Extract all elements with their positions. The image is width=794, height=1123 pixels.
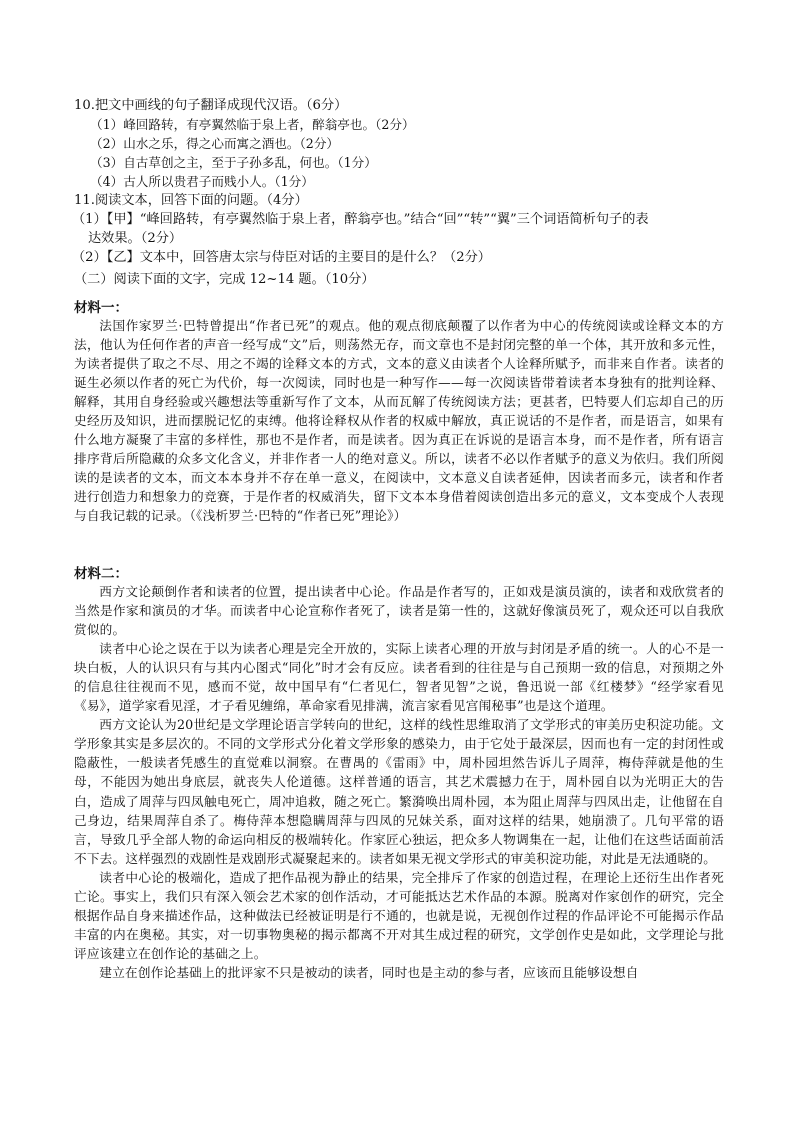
- question-10-item: （2）山水之乐，得之心而寓之酒也。（2分）: [90, 136, 340, 151]
- material-2-paragraph: 西方文论颠倒作者和读者的位置，提出读者中心论。作品是作者写的，正如戏是演员演的，读者和戏欣赏者的当然是作家和演员的才华。而读者中心论宣称作者死了，读者是第一性的，这就好像演员死了，观众还可以自我欣赏似的。: [74, 584, 724, 638]
- material-2: [74, 562, 724, 982]
- question-11-sub1-continued: 达效果。（2分）: [88, 231, 183, 246]
- material-2-paragraph: 西方文论认为20世纪是文学理论语言学转向的世纪，这样的线性思维取消了文学形式的审美历史积淀功能。文学形象其实是多层次的。不同的文学形式分化着文学形象的感染力，由于它处于最深层，因而也有一定的封闭性或隐蔽性，一般读者凭感生的直觉难以洞察。在曹禺的《雷雨》中，周朴园坦然告诉儿子周萍，梅侍萍就是他的生母，不能因为她出身底层，就丧失人伦道德。这样普通的语言，其艺术震撼力在于，周朴园自以为光明正大的告白，造成了周萍与四凤触电死亡，周冲追救，随之死亡。繁漪唤出周朴园，本为阻止周萍与四凤出走，让他留在自己身边，结果周萍自杀了。梅侍萍本想隐瞒周萍与四凤的兄妹关系，面对这样的结果，她崩溃了。几句平常的语言，导致几乎全部人物的命运向相反的极端转化。作家匠心独运，把众多人物调集在一起，让他们在这些话面前活不下去。这样强烈的戏剧性是戏剧形式凝聚起来的。读者如果无视文学形式的审美积淀功能，对此是无法通晓的。: [74, 717, 724, 866]
- question-10-heading: 10.把文中画线的句子翻译成现代汉语。（6分）: [74, 98, 348, 113]
- material-1-paragraph: 法国作家罗兰·巴特曾提出“作者已死”的观点。他的观点彻底颠覆了以作者为中心的传统阅读或诠释文本的方法，他认为任何作者的声音一经写成“文”后，则荡然无存，而文章也不是封闭完整的单一个体，其开放和多元性，为读者提供了取之不尽、用之不竭的诠释文本的方式，文本的意义由读者个人诠释所赋予，而非来自作者。读者的诞生必须以作者的死亡为代价，每一次阅读，同时也是一种写作——每一次阅读皆带着读者本身独有的批判诠释、解释，其用自身经验或兴趣想法等重新写作了文本，从而瓦解了传统阅读方法；更甚者，巴特要人们忘却自己的历史经历及知识，进而摆脱记忆的束缚。他将诠释权从作者的权威中解放，真正说话的不是作者，而是语言，如果有什么地方凝聚了丰富的多样性，那也不是作者，而是读者。因为真正在诉说的是语言本身，而不是作者，所有语言排序背后所隐藏的众多文化含义，并非作者一人的绝对意义。所以，读者不必以作者赋予的意义为依归。我们所阅读的是读者的文本，而文本本身并不存在单一意义，在阅读中，文本意义自读者延伸，因读者而多元，读者和作者进行创造力和想象力的竞赛，于是作者的权威消失，留下文本本身借着阅读创造出多元的意义，文本变成个人表现与自我记载的记录。（《浅析罗兰·巴特的“作者已死”理论》）: [74, 318, 724, 524]
- question-10: [74, 96, 734, 191]
- material-2-paragraph: 读者中心论的极端化，造成了把作品视为静止的结果，完全排斥了作家的创造过程，在理论上还衍生出作者死亡论。事实上，我们只有深入领会艺术家的创作活动，才可能抵达艺术作品的本源。脱离对作家创作的研究，完全根据作品自身来描述作品，这种做法已经被证明是行不通的，也就是说，无视创作过程的作品评论不可能揭示作品丰富的内在奥秘。其实，对一切事物奥秘的揭示都离不开对其生成过程的研究，文学创作史是如此，文学理论与批评应该建立在创作论的基础之上。: [74, 869, 724, 961]
- question-10-item: （3）自古草创之主，至于子孙多乱，何也。（1分）: [90, 155, 377, 170]
- question-11: [74, 191, 734, 267]
- material-1-label: 材料一：: [74, 300, 128, 316]
- question-10-item: （4）古人所以贵君子而贱小人。（1分）: [90, 174, 314, 189]
- question-11-sub1: （1）【甲】“峰回路转，有亭翼然临于泉上者，醉翁亭也。”结合“回”“转”“翼”三个词语简析句子的表: [72, 212, 649, 227]
- material-2-label: 材料二：: [74, 566, 128, 582]
- question-11-heading: 11.阅读文本，回答下面的问题。（4分）: [74, 193, 308, 208]
- material-1: [74, 296, 724, 526]
- question-10-item: （1）峰回路转，有亭翼然临于泉上者，醉翁亭也。（2分）: [90, 117, 415, 132]
- material-2-paragraph: 建立在创作论基础上的批评家不只是被动的读者，同时也是主动的参与者，应该而且能够设想自: [99, 964, 639, 980]
- section-2-heading-block: [74, 270, 734, 289]
- material-2-paragraph: 读者中心论之误在于以为读者心理是完全开放的，实际上读者心理的开放与封闭是矛盾的统一。人的心不是一块白板，人的认识只有与其内心图式“同化”时才会有反应。读者看到的往往是与自己预期一致的信息，对预期之外的信息往往视而不见，感而不觉，故中国早有“仁者见仁，智者见智”之说，鲁迅说一部《红楼梦》“经学家看见《易》，道学家看见淫，才子看见缠绵，革命家看见排满，流言家看见宫闱秘事”也是这个道理。: [74, 641, 724, 714]
- section-2-heading: （二）阅读下面的文字，完成 12~14 题。（10分）: [74, 272, 375, 287]
- question-11-sub2: （2）【乙】文本中，回答唐太宗与侍臣对话的主要目的是什么？（2分）: [72, 250, 491, 265]
